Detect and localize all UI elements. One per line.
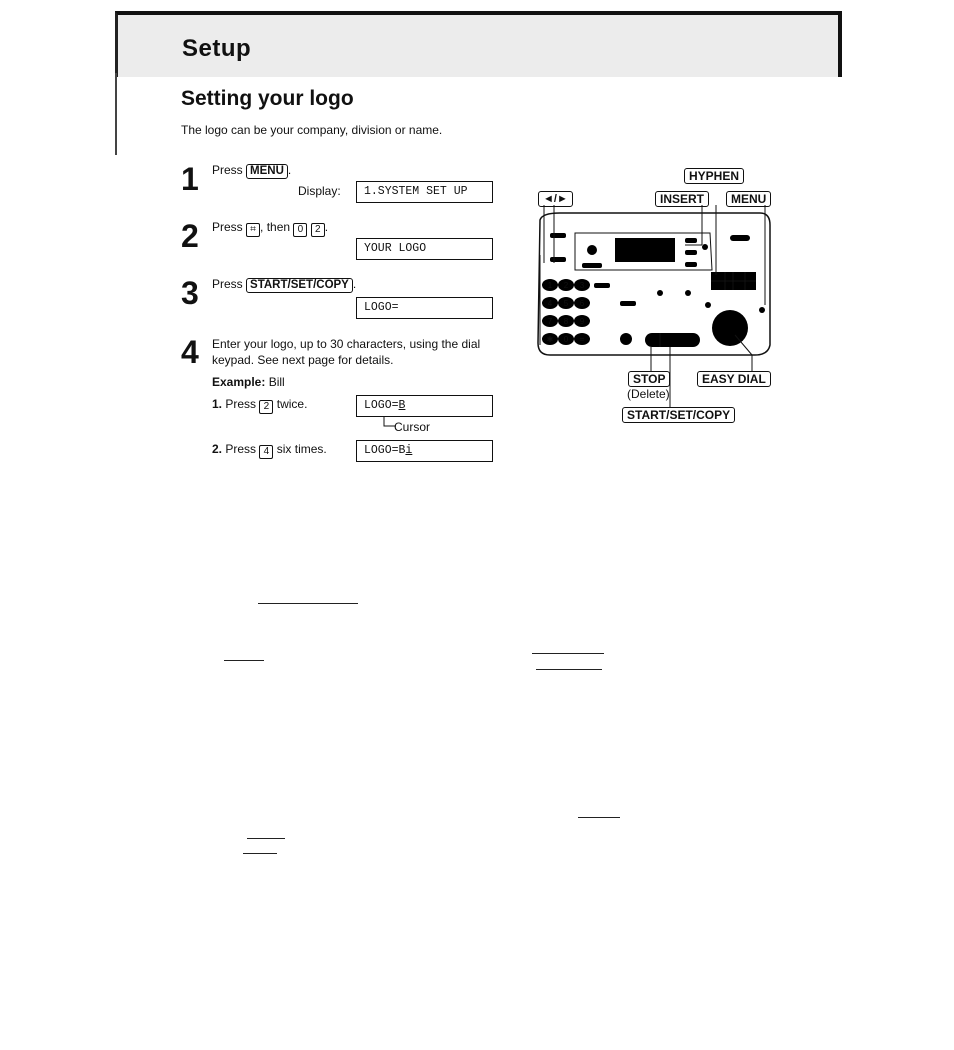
example-line <box>212 374 285 390</box>
substep-1 <box>212 396 307 414</box>
keypad-digit: 6 <box>579 299 585 308</box>
key-2: 2 <box>259 400 273 414</box>
example-value: Bill <box>268 375 285 389</box>
keypad-digit: 0 <box>563 335 569 344</box>
display-label: Display: <box>298 184 341 198</box>
step-4-number: 4 <box>181 334 199 370</box>
keypad-digit: 5 <box>563 299 569 308</box>
faint-rule <box>247 838 285 839</box>
step-2-number: 2 <box>181 218 199 254</box>
step-3-number: 3 <box>181 275 199 311</box>
keypad-digit: 9 <box>579 317 585 326</box>
easy-dial-label: EASY DIAL <box>697 371 771 387</box>
delete-label: (Delete) <box>627 387 670 401</box>
section-title: Setting your logo <box>181 87 354 110</box>
substep-2 <box>212 441 327 459</box>
keypad-digit: 1 <box>547 281 553 290</box>
substep-1-suffix: twice. <box>276 397 308 411</box>
lcd-display-step-1: 1.SYSTEM SET UP <box>356 181 493 203</box>
step-1-text <box>212 162 291 179</box>
step-1-suffix: . <box>287 163 292 177</box>
arrow-keys-label: ◄/► <box>538 191 573 207</box>
menu-key: MENU <box>246 164 288 179</box>
start-set-copy-key: START/SET/COPY <box>246 278 353 293</box>
faint-rule <box>536 669 602 670</box>
substep-2-prefix: Press <box>225 442 257 456</box>
intro-text: The logo can be your company, division or name. <box>181 123 443 137</box>
page-header-title: Setup <box>182 35 252 62</box>
step-2-suffix: . <box>324 220 329 234</box>
step-3-prefix: Press <box>212 277 243 291</box>
stop-label: STOP <box>628 371 670 387</box>
cursor-char: B <box>398 399 406 412</box>
step-4-text: Enter your logo, up to 30 characters, using the dial keypad. See next page for details. <box>212 337 481 367</box>
left-margin-rule <box>115 73 117 155</box>
cursor-label: Cursor <box>394 420 431 434</box>
substep-1-num: 1. <box>212 397 223 411</box>
keypad-digit: 2 <box>563 281 569 290</box>
keypad-digit: 4 <box>547 299 553 308</box>
keypad-digit: ✱ <box>546 335 554 344</box>
substep-2-num: 2. <box>212 442 223 456</box>
zero-key: 0 <box>293 223 307 237</box>
faint-rule <box>258 603 358 604</box>
step-3-suffix: . <box>352 277 357 291</box>
faint-rule <box>243 853 277 854</box>
keypad-digit: 3 <box>579 281 585 290</box>
keypad-digit: ⌗ <box>579 335 585 344</box>
lcd-display-substep-1: LOGO=B <box>356 395 493 417</box>
lcd-display-substep-2: LOGO=Bi <box>356 440 493 462</box>
header-band <box>115 11 842 77</box>
substep-2-suffix: six times. <box>276 442 327 456</box>
menu-label: MENU <box>726 191 771 207</box>
cursor-char-2: i <box>405 444 413 457</box>
two-key: 2 <box>311 223 325 237</box>
step-2-mid: , then <box>260 220 291 234</box>
lcd-display-step-2: YOUR LOGO <box>356 238 493 260</box>
lcd-display-step-3: LOGO= <box>356 297 493 319</box>
step-2-text <box>212 219 328 237</box>
faint-rule <box>532 653 604 654</box>
keypad-digit: 7 <box>547 317 553 326</box>
hash-key: ⌗ <box>246 223 260 237</box>
keypad-digit: 8 <box>563 317 569 326</box>
start-set-copy-label: START/SET/COPY <box>622 407 735 423</box>
step-1-number: 1 <box>181 161 199 197</box>
key-4: 4 <box>259 445 273 459</box>
hyphen-label: HYPHEN <box>684 168 744 184</box>
step-1-prefix: Press <box>212 163 243 177</box>
step-2-prefix: Press <box>212 220 243 234</box>
faint-rule <box>578 817 620 818</box>
insert-label: INSERT <box>655 191 709 207</box>
substep-1-prefix: Press <box>225 397 257 411</box>
step-3-text <box>212 276 356 293</box>
example-label: Example: <box>212 375 266 389</box>
faint-rule <box>224 660 264 661</box>
